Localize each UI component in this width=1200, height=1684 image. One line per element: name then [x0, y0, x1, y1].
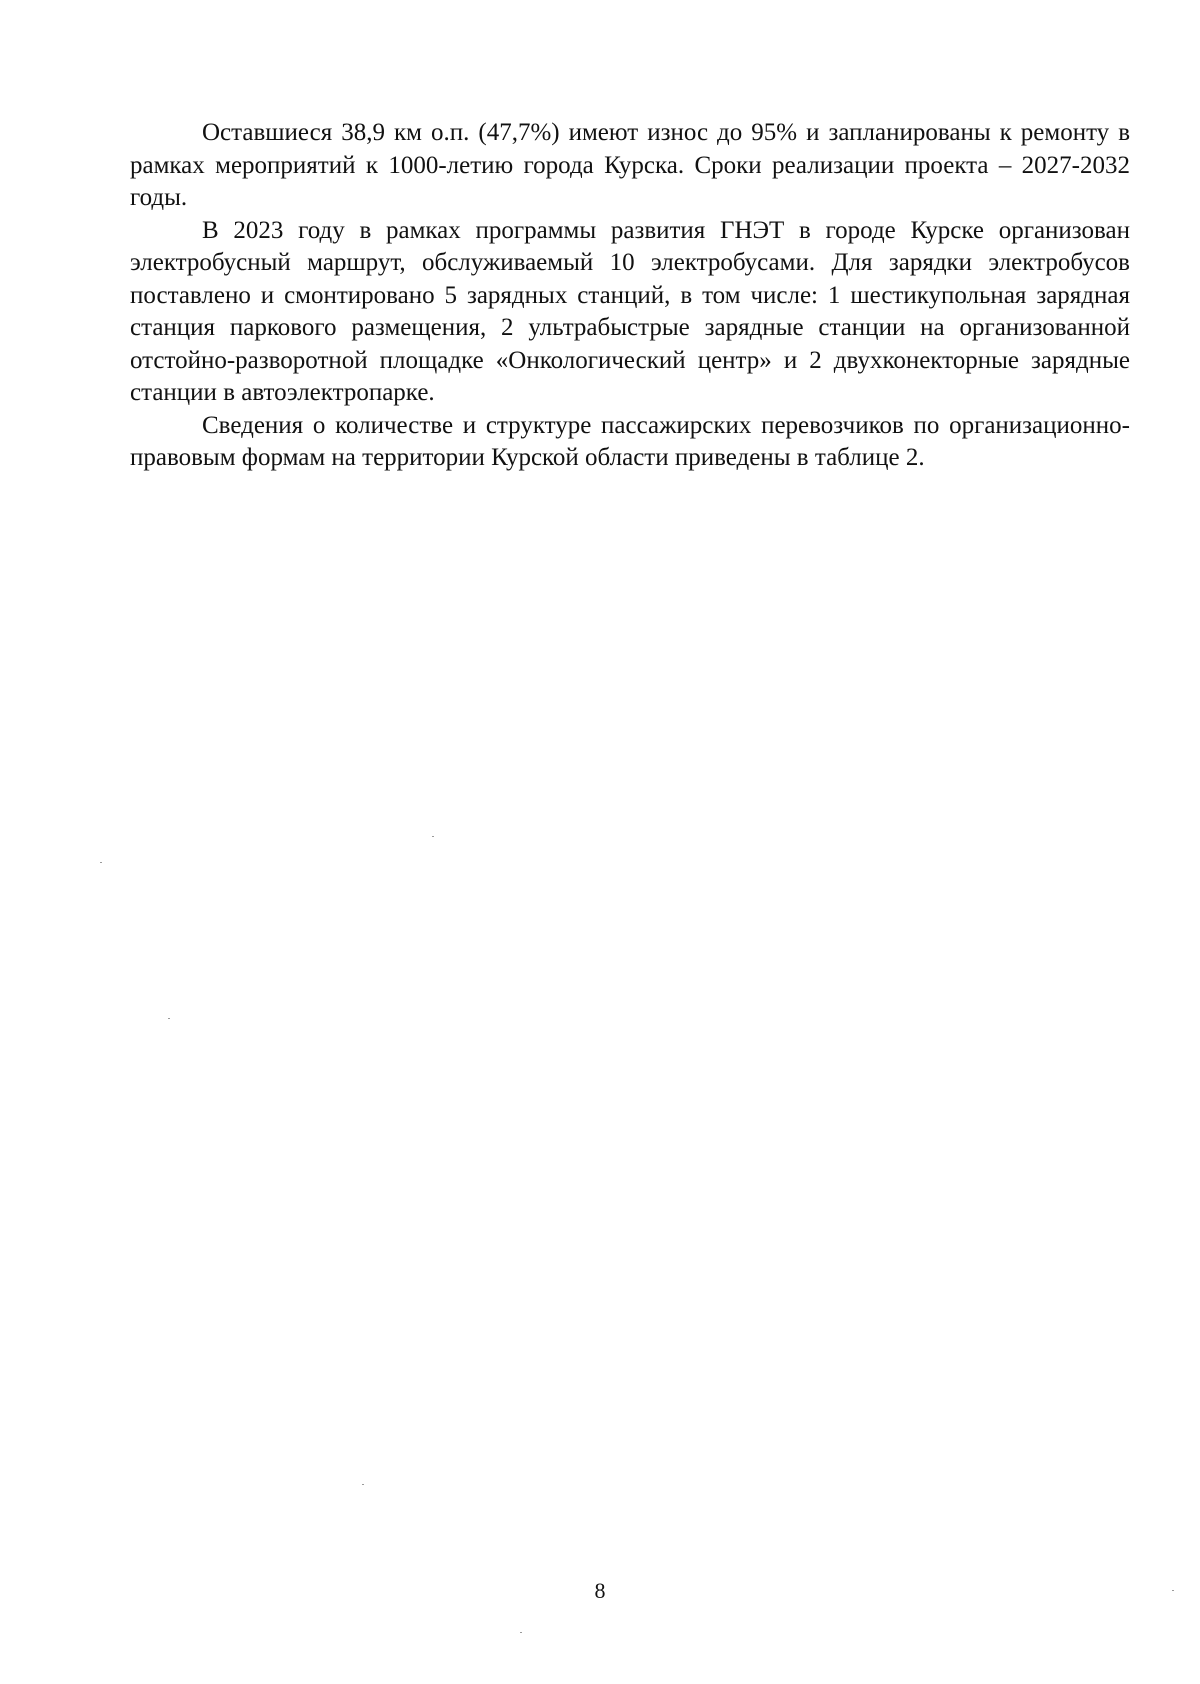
paragraph-repair-plan: Оставшиеся 38,9 км о.п. (47,7%) имеют износ до 95% и запланированы к ремонту в рамках мероприятий к 1000-летию города Курска. Сроки реализации проекта – 2027-2032 годы.: [130, 119, 1130, 211]
scan-speck: [520, 1632, 522, 1633]
scan-speck: [362, 1484, 364, 1485]
paragraph-carriers-info: Сведения о количестве и структуре пассажирских перевозчиков по организационно-правовым формам на территории Курской области приведены в таблице 2.: [130, 411, 1130, 471]
scan-speck: [100, 862, 102, 863]
scan-speck: [168, 1018, 170, 1019]
page-number: 8: [594, 1578, 606, 1603]
paragraph-electrobus-route: В 2023 году в рамках программы развития ГНЭТ в городе Курске организован электробусный маршрут, обслуживаемый 10 электробусами. Для зарядки электробусов поставлено и смонтировано 5 зарядных станций, в том числе: 1 шестикупольная зарядная станция паркового размещения, 2 ультрабыстрые зарядные станции на организованной отстойно-разворотной площадке «Онкологический центр» и 2 двухконекторные зарядные станции в автоэлектропарке.: [130, 216, 1130, 406]
document-body: [130, 117, 1130, 475]
scan-speck: [1172, 1590, 1174, 1591]
scan-speck: [432, 836, 434, 837]
